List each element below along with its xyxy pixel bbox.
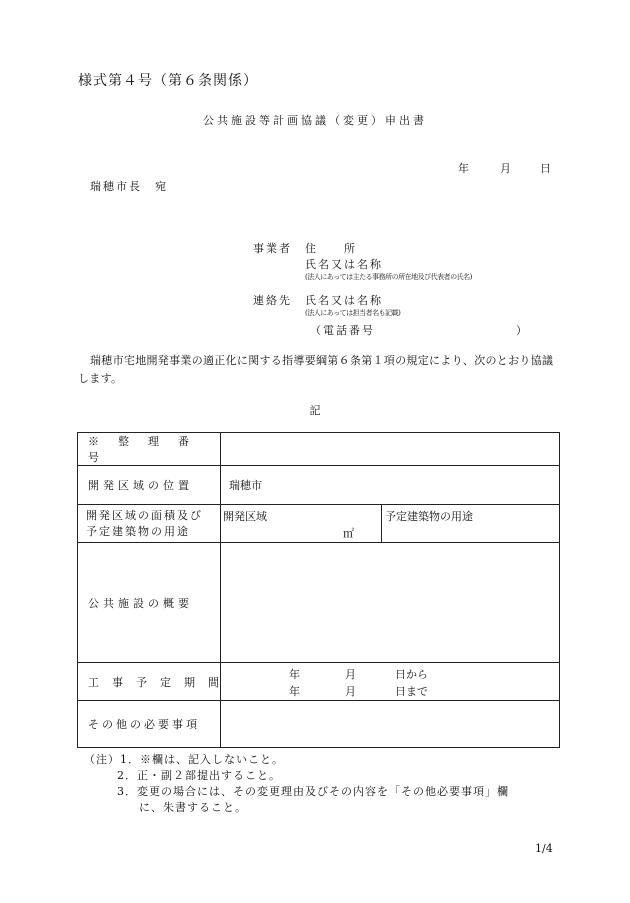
note-1: 1．※欄は、記入しないこと。 bbox=[120, 753, 284, 766]
applicant-label: 事業者 bbox=[253, 242, 292, 255]
contact-phone-label: （電話番号 bbox=[310, 324, 375, 337]
row-label-location: 開発区域の位置 bbox=[78, 466, 221, 505]
note-2: 2．正・副２部提出すること。 bbox=[117, 769, 281, 782]
note-3b: に、朱書すること。 bbox=[139, 801, 247, 814]
public-facilities-field[interactable] bbox=[221, 543, 560, 663]
building-use-label: 予定建築物の用途 bbox=[385, 510, 473, 523]
other-matters-field[interactable] bbox=[221, 701, 560, 748]
applicant-address-label: 住 所 bbox=[305, 242, 357, 255]
contact-label: 連絡先 bbox=[253, 294, 292, 307]
body-text: 瑞穂市宅地開発事業の適正化に関する指導要綱第６条第１項の規定により、次のとおり協議します。 bbox=[78, 354, 554, 385]
date-day: 日 bbox=[540, 162, 551, 175]
area-unit: ㎡ bbox=[343, 527, 354, 540]
construction-period-field[interactable] bbox=[221, 663, 560, 701]
row-label-area-line2: 予定建築物の用途 bbox=[86, 524, 190, 538]
contact-name-note: (法人にあっては担当者名も記載) bbox=[305, 309, 401, 317]
table-row bbox=[78, 701, 560, 748]
table-row bbox=[78, 466, 560, 505]
contact-phone-close: ） bbox=[516, 324, 529, 337]
date-month: 月 bbox=[500, 162, 511, 175]
notes bbox=[84, 752, 509, 816]
row-label-area-line1: 開発区域の面積及び bbox=[86, 508, 203, 522]
application-table bbox=[77, 432, 560, 748]
row-label-construction-period: 工 事 予 定 期 間 bbox=[78, 663, 221, 701]
row-label-other-matters: その他の必要事項 bbox=[78, 701, 221, 748]
row-label-public-facilities: 公共施設の概要 bbox=[78, 543, 221, 663]
table-row bbox=[78, 663, 560, 701]
period-from-day: 日から bbox=[395, 668, 428, 681]
ki-heading: 記 bbox=[309, 404, 321, 417]
period-from-month: 月 bbox=[345, 668, 356, 681]
applicant-name-note: (法人にあっては主たる事務所の所在地及び代表者の氏名) bbox=[305, 273, 472, 281]
document-title: 公共施設等計画協議（変更）申出書 bbox=[203, 114, 427, 127]
table-row bbox=[78, 433, 560, 466]
period-to-month: 月 bbox=[345, 685, 356, 698]
table-row bbox=[78, 543, 560, 663]
location-field[interactable]: 瑞穂市 bbox=[221, 466, 560, 505]
note-3a: 3．変更の場合には、その変更理由及びその内容を「その他必要事項」欄 bbox=[117, 785, 509, 798]
contact-name-label: 氏名又は名称 bbox=[305, 294, 383, 307]
period-to-year: 年 bbox=[289, 685, 300, 698]
area-field[interactable] bbox=[221, 505, 382, 543]
building-use-field[interactable] bbox=[382, 505, 560, 543]
notes-prefix: （注） bbox=[84, 753, 120, 766]
addressee: 瑞穂市長 宛 bbox=[90, 180, 168, 193]
row-label-area-and-use bbox=[78, 505, 221, 543]
area-label: 開発区域 bbox=[223, 510, 267, 523]
reference-number-field[interactable] bbox=[221, 433, 560, 466]
period-from-year: 年 bbox=[289, 668, 300, 681]
page-number: 1/4 bbox=[535, 842, 553, 855]
row-label-reference-number: ※ 整 理 番 号 bbox=[78, 433, 221, 466]
period-to-day: 日まで bbox=[395, 685, 428, 698]
form-title: 様式第４号（第６条関係） bbox=[78, 73, 258, 89]
applicant-name-label: 氏名又は名称 bbox=[305, 258, 383, 271]
table-row bbox=[78, 505, 560, 543]
date-year: 年 bbox=[458, 162, 469, 175]
